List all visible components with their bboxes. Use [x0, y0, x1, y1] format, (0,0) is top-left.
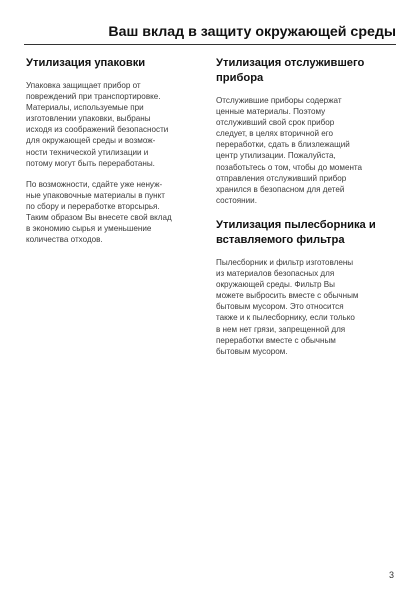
- old-appliance-disposal-heading: Утилизация отслужившего прибора: [216, 57, 365, 84]
- packaging-disposal-heading: Утилизация упаковки: [26, 57, 146, 69]
- page-title: Ваш вклад в защиту окружающей среды: [108, 24, 396, 40]
- old-appliance-paragraph: Отслужившие приборы содержат ценные материалы. Поэтому отслуживший свой срок прибор следует, в целях вторичной его переработки, сдать в близлежащий центр утилизации. Пожалуйста, позаботьтесь о том, чтобы до момента отправления отслуживший прибор хранился в безопасном для детей состоянии.: [216, 96, 363, 205]
- dustbag-filter-disposal-section: [216, 218, 396, 357]
- page-number: 3: [388, 570, 394, 580]
- packaging-disposal-section: [26, 56, 196, 245]
- right-column: [216, 56, 396, 369]
- packaging-paragraph-2: По возможности, сдайте уже ненуж- ные упаковочные материалы в пункт по сбору и переработке вторсырья. Таким образом Вы внесете свой вклад в экономию сырья и уменьшение количества отходов.: [26, 179, 172, 245]
- left-column: [26, 56, 196, 257]
- page-header: [24, 16, 396, 45]
- old-appliance-disposal-section: [216, 56, 396, 206]
- dustbag-filter-paragraph: Пылесборник и фильтр изготовлены из материалов безопасных для окружающей среды. Фильтр Вы можете выбросить вместе с обычным бытовым мусором. Это относится также и к пылесборнику, если только в нем нет грязи, запрещенной для переработки вместе с обычным бытовым мусором.: [216, 257, 359, 356]
- packaging-paragraph-1: Упаковка защищает прибор от повреждений при транспортировке. Материалы, используемые при изготовлении упаковки, выбраны исходя из соображений безопасности для окружающей среды и возмож- ности технической утилизации и потому могут быть переработаны.: [26, 81, 169, 168]
- dustbag-filter-disposal-heading: Утилизация пылесборника и вставляемого фильтра: [216, 218, 376, 246]
